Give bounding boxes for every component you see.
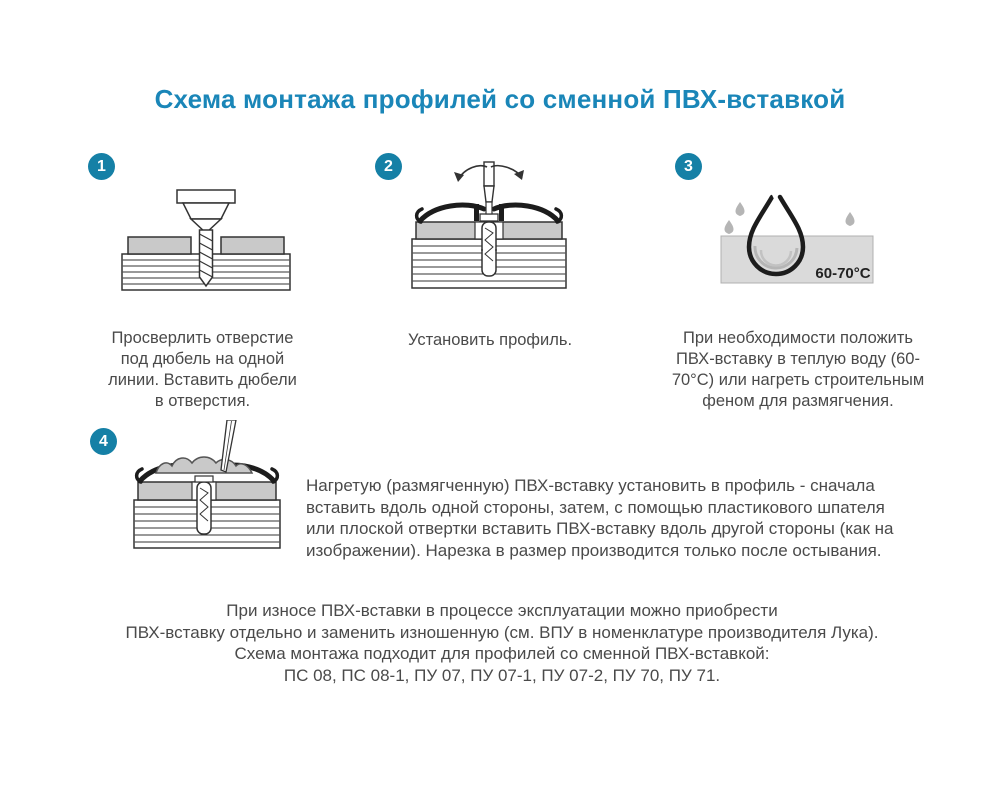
caption-line: в отверстия. [154, 392, 251, 410]
footer-line: Схема монтажа подходит для профилей со сменной ПВХ-вставкой: [234, 644, 770, 663]
caption-line: Нагретую (размягченную) ПВХ-вставку установить в профиль - сначала [306, 476, 875, 495]
step-4-badge: 4 [90, 428, 117, 455]
page-title: Схема монтажа профилей со сменной ПВХ-вставкой [154, 84, 846, 114]
caption-line: феном для размягчения. [702, 392, 894, 410]
drill-illustration [120, 188, 292, 297]
caption-line: При необходимости положить [682, 329, 914, 347]
step-4-caption [306, 475, 894, 561]
step-1-caption [85, 328, 320, 412]
caption-line: линии. Вставить дюбели [108, 371, 297, 389]
step-1-badge: 1 [88, 153, 115, 180]
insert-pvc-illustration [126, 420, 288, 561]
press-insert-with-tool-icon [126, 420, 288, 556]
step-2-badge: 2 [375, 153, 402, 180]
footer-note [82, 600, 922, 686]
footer-line: ПВХ-вставку отдельно и заменить изношенную (см. ВПУ в номенклатуре производителя Лука). [125, 622, 879, 642]
drill-and-dowel-icon [120, 188, 292, 292]
warm-water-illustration [713, 190, 879, 293]
step-3-badge: 3 [675, 153, 702, 180]
screw-profile-icon [410, 158, 568, 290]
step-3-caption [648, 328, 948, 412]
install-profile-illustration [410, 158, 568, 295]
caption-line: изображении). Нарезка в размер производится только после остывания. [306, 540, 882, 560]
caption-line: ПВХ-вставку в теплую воду (60- [676, 350, 920, 368]
caption-line: 70°С) или нагреть строительным [671, 371, 925, 389]
caption-line: или плоской отвертки вставить ПВХ-вставку вдоль другой стороны (как на [306, 519, 894, 538]
caption-line: Установить профиль. [407, 331, 573, 349]
step-2-caption [360, 330, 620, 351]
caption-line: под дюбель на одной [120, 350, 285, 368]
footer-line: При износе ПВХ-вставки в процессе эксплуатации можно приобрести [226, 601, 778, 620]
water-temperature-label: 60-70°C [815, 265, 871, 282]
footer-line: ПС 08, ПС 08-1, ПУ 07, ПУ 07-1, ПУ 07-2, ПУ 70, ПУ 71. [283, 665, 721, 685]
pvc-insert-warm-water-icon [713, 190, 879, 288]
caption-line: вставить вдоль одной стороны, затем, с помощью пластикового шпателя [306, 497, 885, 517]
caption-line: Просверлить отверстие [111, 329, 294, 347]
